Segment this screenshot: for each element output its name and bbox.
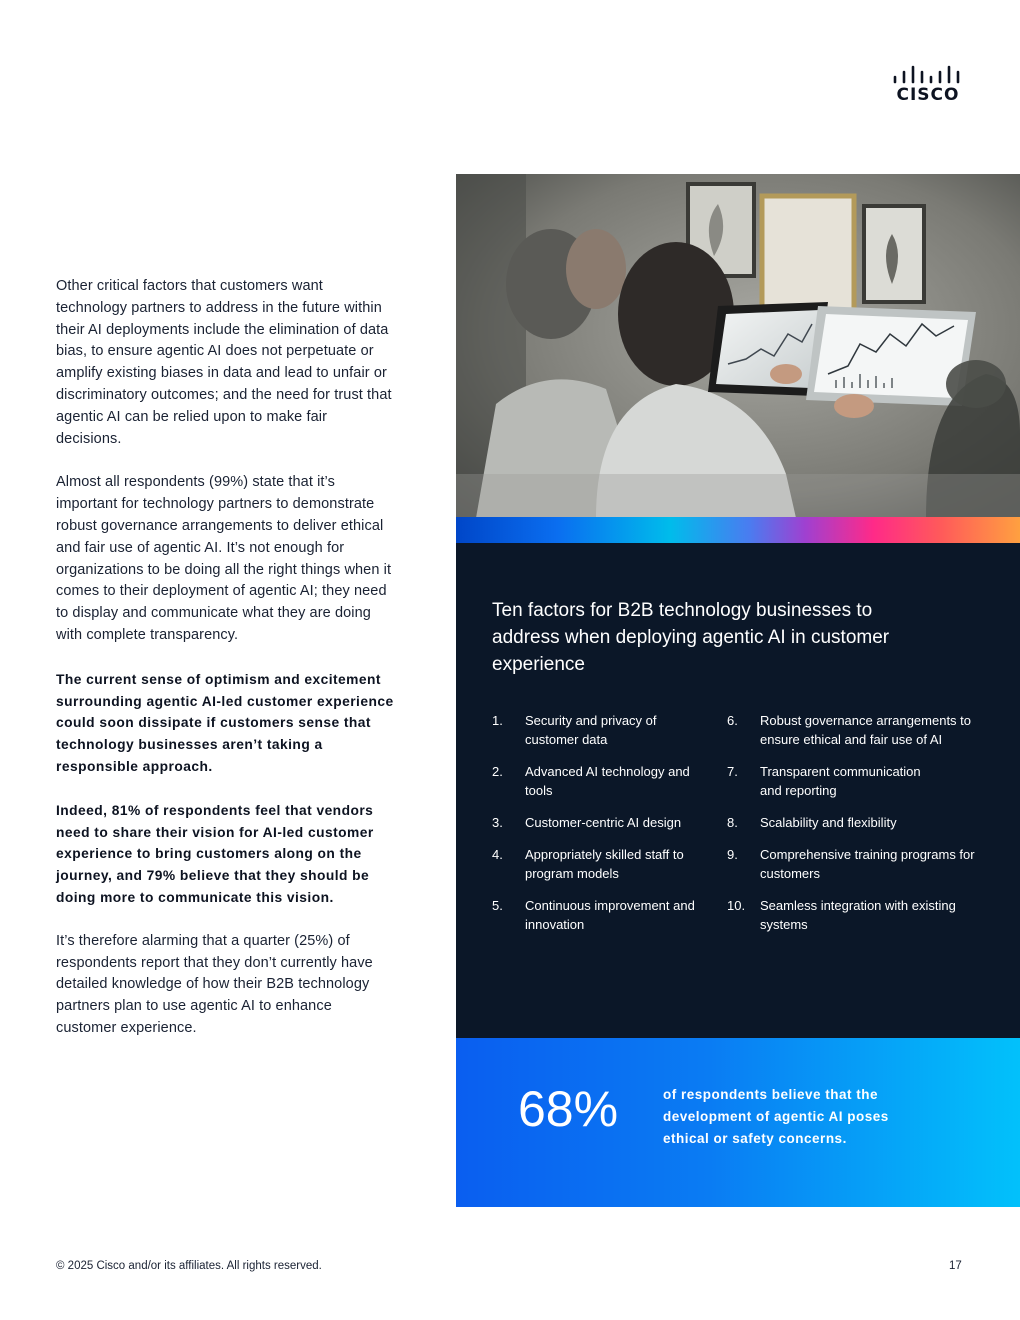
logo-wordmark: CISCO xyxy=(896,85,960,105)
paragraph-optimism: The current sense of optimism and excitement surrounding agentic AI-led customer experience could soon dissipate if customers sense that technology businesses aren’t taking a responsible approach. xyxy=(56,671,394,774)
factor-number: 7. xyxy=(727,764,738,779)
factor-number: 3. xyxy=(492,815,503,830)
paragraph-governance: Almost all respondents (99%) state that it’s important for technology partners to demonstrate robust governance arrangements to deliver ethical and fair use of agentic AI. It’s not enough for organizations to be doing all the right things when it comes to their deployment of agentic AI; they need to display and communicate what they are doing with complete transparency. xyxy=(56,474,392,643)
cisco-logo xyxy=(890,64,966,106)
paragraph-critical-factors: Other critical factors that customers want technology partners to address in the future within their AI deployments include the elimination of data bias, to ensure agentic AI does not perpetuate or amplify existing biases in data and lead to unfair or discriminatory outcomes; and the need for trust that agentic AI can be relied upon to make fair decisions. xyxy=(56,278,392,447)
factor-text: Continuous improvement and innovation xyxy=(525,898,695,932)
factor-number: 1. xyxy=(492,713,503,728)
page-number: 17 xyxy=(949,1260,962,1272)
factor-text: Appropriately skilled staff to program models xyxy=(525,847,684,881)
ten-factors-panel xyxy=(456,543,1020,1038)
panel-title: Ten factors for B2B technology businesses to address when deploying agentic AI in customer experience xyxy=(492,600,890,675)
factor-text: Transparent communication and reporting xyxy=(760,764,921,798)
stat-callout xyxy=(456,1038,1020,1207)
factor-text: Seamless integration with existing systems xyxy=(760,898,956,932)
factor-text: Robust governance arrangements to ensure ethical and fair use of AI xyxy=(760,713,972,747)
factor-number: 9. xyxy=(727,847,738,862)
factor-number: 4. xyxy=(492,847,503,862)
factor-number: 5. xyxy=(492,898,503,913)
factor-number: 2. xyxy=(492,764,503,779)
factor-text: Comprehensive training programs for customers xyxy=(760,847,975,881)
cisco-bridge-icon xyxy=(890,64,966,86)
paragraph-alarming: It’s therefore alarming that a quarter (25%) of respondents report that they don’t currently have detailed knowledge of how their B2B technology partners plan to use agentic AI to enhance customer experience. xyxy=(56,932,373,1036)
factor-text: Advanced AI technology and tools xyxy=(525,764,690,798)
office-photo xyxy=(456,174,1020,518)
factor-text: Security and privacy of customer data xyxy=(525,713,657,747)
factor-number: 10. xyxy=(727,898,746,913)
factor-text: Customer-centric AI design xyxy=(525,815,682,830)
footer-copyright: © 2025 Cisco and/or its affiliates. All rights reserved. xyxy=(56,1260,322,1272)
stat-value: 68% xyxy=(518,1081,619,1137)
paragraph-vendor-vision: Indeed, 81% of respondents feel that vendors need to share their vision for AI-led customer experience to bring customers along on the journey, and 79% believe that they should be doing more to communicate this vision. xyxy=(56,802,374,905)
factor-text: Scalability and flexibility xyxy=(760,815,897,830)
stat-description: of respondents believe that the development of agentic AI poses ethical or safety concerns. xyxy=(663,1087,889,1146)
body-text-column xyxy=(56,276,396,1062)
factor-number: 8. xyxy=(727,815,738,830)
accent-gradient-bar xyxy=(456,517,1020,543)
factor-number: 6. xyxy=(727,713,738,728)
